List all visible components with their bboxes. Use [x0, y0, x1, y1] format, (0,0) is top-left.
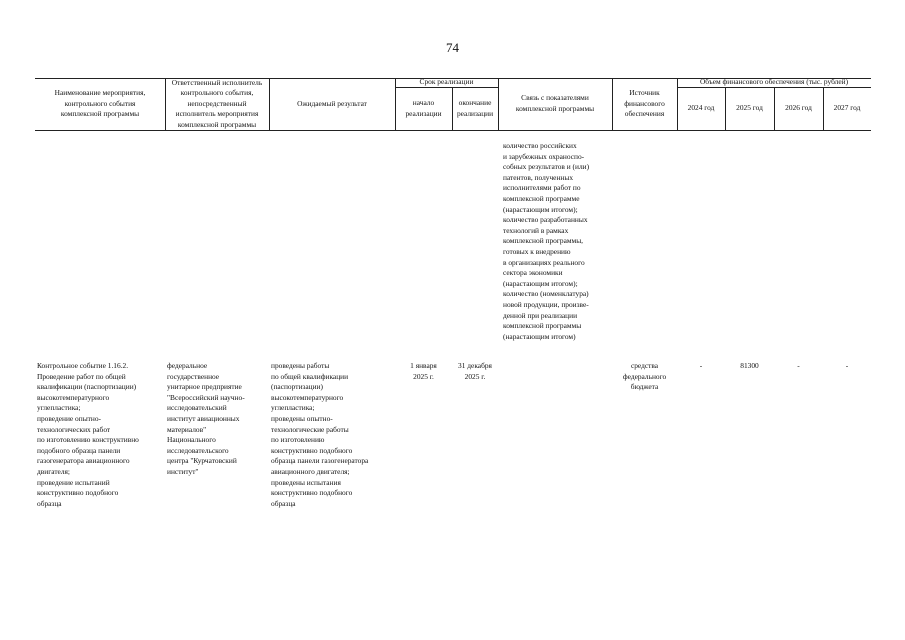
- row-result: проведены работы по общей квалификации (паспортизации) высокотемпературного углепластика; проведены опытно- технологические работы по изготовлению конструктивно подобного образца панели газогенератора авиационного двигателя; проведены испытания конструктивно подобного образца: [271, 361, 369, 508]
- header-year-2025: 2025 год: [736, 103, 763, 113]
- header-year-2024: 2024 год: [687, 103, 715, 113]
- header-name: Наименование мероприятия, контрольного события комплексной программы: [54, 88, 146, 119]
- row-start: 1 января 2025 г.: [410, 361, 437, 381]
- row-value-2027: -: [845, 361, 849, 370]
- row-value-2025: 81300: [740, 361, 759, 370]
- row-source: средства федерального бюджета: [622, 361, 667, 392]
- table-header-bottom-border: [35, 130, 871, 131]
- page-number: 74: [446, 40, 459, 55]
- row-responsible: федеральное государственное унитарное предприятие "Всероссийский научно- исследовательский институт авиационных материалов" Национального исследовательского центра "Курчатовский институт": [167, 361, 245, 476]
- row-end: 31 декабря 2025 г.: [458, 361, 492, 381]
- header-funding: Объем финансового обеспечения (тыс. рублей): [699, 77, 849, 87]
- header-period: Срок реализации: [419, 77, 474, 87]
- header-link: Связь с показателями комплексной программы: [515, 93, 595, 113]
- row-value-2024: -: [699, 361, 703, 370]
- continued-link-text: количество российских и зарубежных охраноспо- собных результатов и (или) патентов, полученных исполнителями работ по комплексной программе (нарастающим итогом); количество разработанных технологий в рамках комплексной программы, готовых к внедрению в организациях реального сектора экономики (нарастающим итогом); количество (номенклатура) новой продукции, произве- денной при реализации комплексной программы (нарастающим итогом): [503, 141, 590, 341]
- row-value-2026: -: [797, 361, 800, 370]
- header-responsible: Ответственный исполнитель контрольного события, непосредственный исполнитель мероприятия комплексной программы: [171, 77, 263, 129]
- header-year-2026: 2026 год: [785, 103, 812, 113]
- header-end: окончание реализации: [456, 97, 494, 118]
- header-start: начало реализации: [405, 97, 442, 118]
- header-result: Ожидаемый результат: [297, 98, 367, 108]
- header-year-2027: 2027 год: [833, 103, 861, 113]
- row-name: Контрольное событие 1.16.2. Проведение работ по общей квалификации (паспортизации) высокотемпературного углепластика; проведение опытно- технологических работ по изготовлению конструктивно подобного образца панели газогенератора авиационного двигателя; проведение испытаний конструктивно подобного образца: [37, 361, 139, 508]
- header-source: Источник финансового обеспечения: [624, 88, 665, 119]
